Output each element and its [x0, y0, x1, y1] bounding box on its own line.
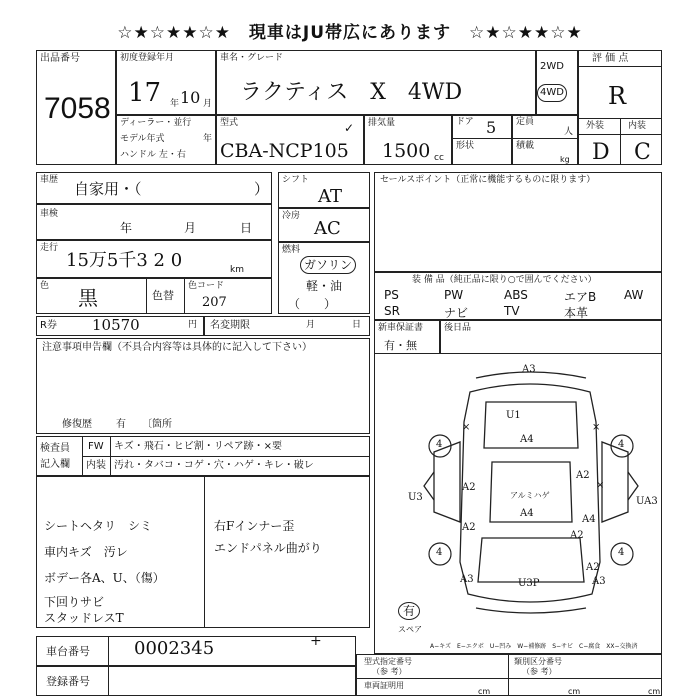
grade-label: 評 価 点	[592, 53, 629, 64]
model-year-unit: 年	[203, 134, 213, 144]
repair-area: 〔箇所	[142, 419, 172, 430]
exterior-label: 外装	[586, 121, 605, 131]
mark-side-u3: U3	[408, 492, 423, 503]
fuel-label: 燃料	[282, 245, 301, 255]
interior-label: 内装	[628, 121, 647, 131]
inspection-box	[36, 204, 272, 240]
recycle-label: R券	[40, 320, 57, 331]
color-change-label: 色替	[152, 289, 174, 302]
fuel-options: 軽・油	[306, 279, 343, 293]
mark-wheel-rl: 4	[436, 547, 443, 558]
repair-label: 修復歴	[62, 419, 92, 430]
remark-left-4: 下回りサビ	[44, 595, 105, 609]
drive-box	[536, 50, 578, 115]
model-year-label: モデル年式	[120, 134, 165, 144]
first-reg-label: 初度登録年月	[120, 53, 175, 63]
certified-ref-2: （参 考）	[522, 667, 557, 676]
warranty-value: 有・無	[384, 339, 417, 352]
page-title: ☆★☆★★☆★ 現車はJU帯広にあります ☆★☆★★☆★	[117, 23, 583, 43]
displacement-label: 排気量	[368, 118, 396, 128]
mark-roof-u1: U1	[506, 410, 521, 421]
inspection-label: 車検	[40, 209, 59, 219]
inspector-label-1: 検査員	[40, 443, 70, 454]
remark-left-2: 車内キズ 汚レ	[44, 545, 128, 559]
later-box	[440, 320, 662, 354]
equip-leather: 本革	[564, 306, 589, 320]
interior-grade: C	[634, 140, 651, 165]
mark-roof-a4: A4	[520, 434, 534, 445]
certified-cm-1: cm	[478, 687, 491, 696]
ac-value: AC	[314, 218, 341, 239]
interior-items: 汚れ・タバコ・コゲ・穴・ハゲ・キレ・破レ	[114, 460, 314, 471]
equip-tv: TV	[504, 304, 520, 318]
model-value: CBA-NCP105	[220, 140, 349, 162]
repair-value: 有	[116, 419, 126, 430]
mark-rear-u3p: U3P	[518, 578, 540, 589]
remark-left-1: シートヘタリ シミ	[44, 519, 153, 533]
certified-label-2: 類別区分番号	[514, 657, 562, 666]
fuel-value: ガソリン	[300, 256, 356, 274]
drive-2wd: 2WD	[540, 61, 564, 72]
first-reg-month: 10	[180, 88, 201, 107]
lot-label: 出品番号	[40, 53, 80, 64]
shape-label: 形状	[456, 141, 475, 151]
fuel-paren: （ ）	[288, 297, 337, 311]
mark-wheel-fl: 4	[436, 439, 443, 450]
notes-label: 注意事項申告欄（不具合内容等は具体的に記入して下さい）	[42, 342, 312, 353]
diagram-legend: A−キズ E−エクボ U−凹み W−補修跡 S−サビ C−腐食 XX−交換済	[430, 643, 638, 650]
spare-caption: スペア	[398, 625, 422, 634]
inspection-day: 日	[240, 221, 253, 235]
certified-label-1: 型式指定番号	[364, 657, 412, 666]
grade-value: R	[608, 82, 627, 110]
name-change-month: 月	[306, 320, 316, 330]
model-check: ✓	[344, 121, 355, 135]
mark-x-3: ×	[596, 480, 605, 491]
dealer-label: ディーラー・並行	[120, 118, 192, 128]
equip-airbag: エアB	[564, 290, 597, 304]
displacement-value: 1500	[382, 140, 431, 162]
later-label: 後日品	[444, 323, 472, 333]
mark-x-1: ×	[462, 422, 471, 433]
mileage-value: 15万5千3 2 0	[66, 250, 183, 271]
name-change-day: 日	[352, 320, 362, 330]
recycle-value: 10570	[92, 316, 140, 334]
mark-center-a4: A4	[520, 508, 534, 519]
history-box	[36, 172, 272, 204]
first-reg-year: 17	[128, 78, 162, 108]
chassis-value: 0002345	[134, 638, 215, 659]
certified-label-3: 車両証明用	[364, 681, 404, 690]
sales-point-box	[374, 172, 662, 272]
history-label: 車歴	[40, 175, 59, 185]
mark-right-a2: A2	[576, 470, 590, 481]
mark-x-2: ×	[592, 422, 601, 433]
color-code-label: 色コード	[188, 281, 225, 291]
warranty-label: 新車保証書	[378, 323, 424, 333]
mark-wheel-fr: 4	[618, 439, 625, 450]
equipment-label: 装 備 品（純正品に限り○で囲んでください）	[412, 275, 597, 285]
registration-label: 登録番号	[46, 675, 90, 688]
mileage-label: 走行	[40, 243, 59, 253]
remark-left-3: ボデー各A、U、（傷）	[44, 571, 165, 585]
certified-ref-1: （参 考）	[372, 667, 407, 676]
exterior-grade: D	[592, 140, 610, 165]
sales-point-label: セールスポイント（正常に機能するものに限ります）	[380, 175, 596, 185]
equipment-row2	[380, 304, 660, 318]
lot-number: 7058	[44, 92, 111, 125]
mileage-unit: km	[230, 265, 244, 275]
shift-label: シフト	[282, 175, 310, 185]
history-close: ）	[254, 180, 270, 198]
shift-value: AT	[318, 186, 343, 207]
capacity-unit: 人	[564, 127, 574, 137]
equip-abs: ABS	[504, 288, 528, 302]
handle-label: ハンドル 左・右	[120, 150, 186, 160]
doors-value: 5	[486, 118, 497, 137]
spare-mark: 有	[398, 602, 420, 620]
interior-check-label: 内装	[86, 460, 106, 471]
mark-front-a3: A3	[522, 364, 536, 375]
model-label: 型式	[220, 118, 239, 128]
mark-rear-right-a3: A3	[592, 576, 606, 587]
displacement-unit: cc	[434, 153, 444, 163]
certified-cm-3: cm	[648, 687, 661, 696]
equip-aw: AW	[624, 288, 644, 302]
equip-pw: PW	[444, 288, 464, 302]
history-value: 自家用・（	[74, 180, 142, 198]
car-name-label: 車名・グレード	[220, 53, 284, 63]
load-label: 積載	[516, 141, 535, 151]
name-change-label: 名変期限	[210, 320, 250, 331]
equip-ps: PS	[384, 288, 399, 302]
mark-wheel-rr: 4	[618, 547, 625, 558]
color-label: 色	[40, 281, 50, 291]
mark-right-a4: A4	[582, 514, 596, 525]
inspection-month: 月	[184, 221, 197, 235]
drive-4wd: 4WD	[537, 84, 567, 102]
chassis-mark: +	[310, 633, 322, 649]
color-code: 207	[202, 295, 227, 310]
remark-right-1: 右Fインナー歪	[214, 519, 295, 533]
inspection-year: 年	[120, 221, 133, 235]
equip-navi: ナビ	[444, 306, 469, 320]
first-reg-month-unit: 月	[203, 99, 213, 109]
mark-rear-right-a2: A2	[586, 562, 600, 573]
fw-items: キズ・飛石・ヒビ割・リペア跡・×要	[114, 441, 282, 452]
remark-left-5: スタッドレスT	[44, 611, 124, 625]
mark-left-a2: A2	[462, 482, 476, 493]
fw-label: FW	[88, 441, 104, 452]
inspector-label-2: 記入欄	[40, 459, 70, 470]
load-unit: kg	[560, 155, 570, 164]
diagram-marks	[400, 362, 662, 622]
mark-rear-left-a3: A3	[460, 574, 474, 585]
chassis-label: 車台番号	[46, 645, 90, 658]
capacity-label: 定員	[516, 117, 535, 127]
mark-alumi-hage: アルミハゲ	[510, 491, 550, 500]
ac-label: 冷房	[282, 211, 301, 221]
doors-label: ドア	[456, 117, 474, 127]
mark-right-a2b: A2	[570, 530, 584, 541]
recycle-unit: 円	[188, 320, 198, 330]
mark-side-ua3: UA3	[636, 496, 658, 507]
color-value: 黒	[78, 286, 98, 310]
mark-left-a2b: A2	[462, 522, 476, 533]
equip-sr: SR	[384, 304, 400, 318]
car-name-value: ラクティス X 4WD	[240, 80, 463, 105]
equipment-row1	[380, 288, 660, 302]
remark-right-2: エンドパネル曲がり	[214, 541, 322, 555]
certified-cm-2: cm	[568, 687, 581, 696]
first-reg-year-unit: 年	[170, 99, 180, 109]
